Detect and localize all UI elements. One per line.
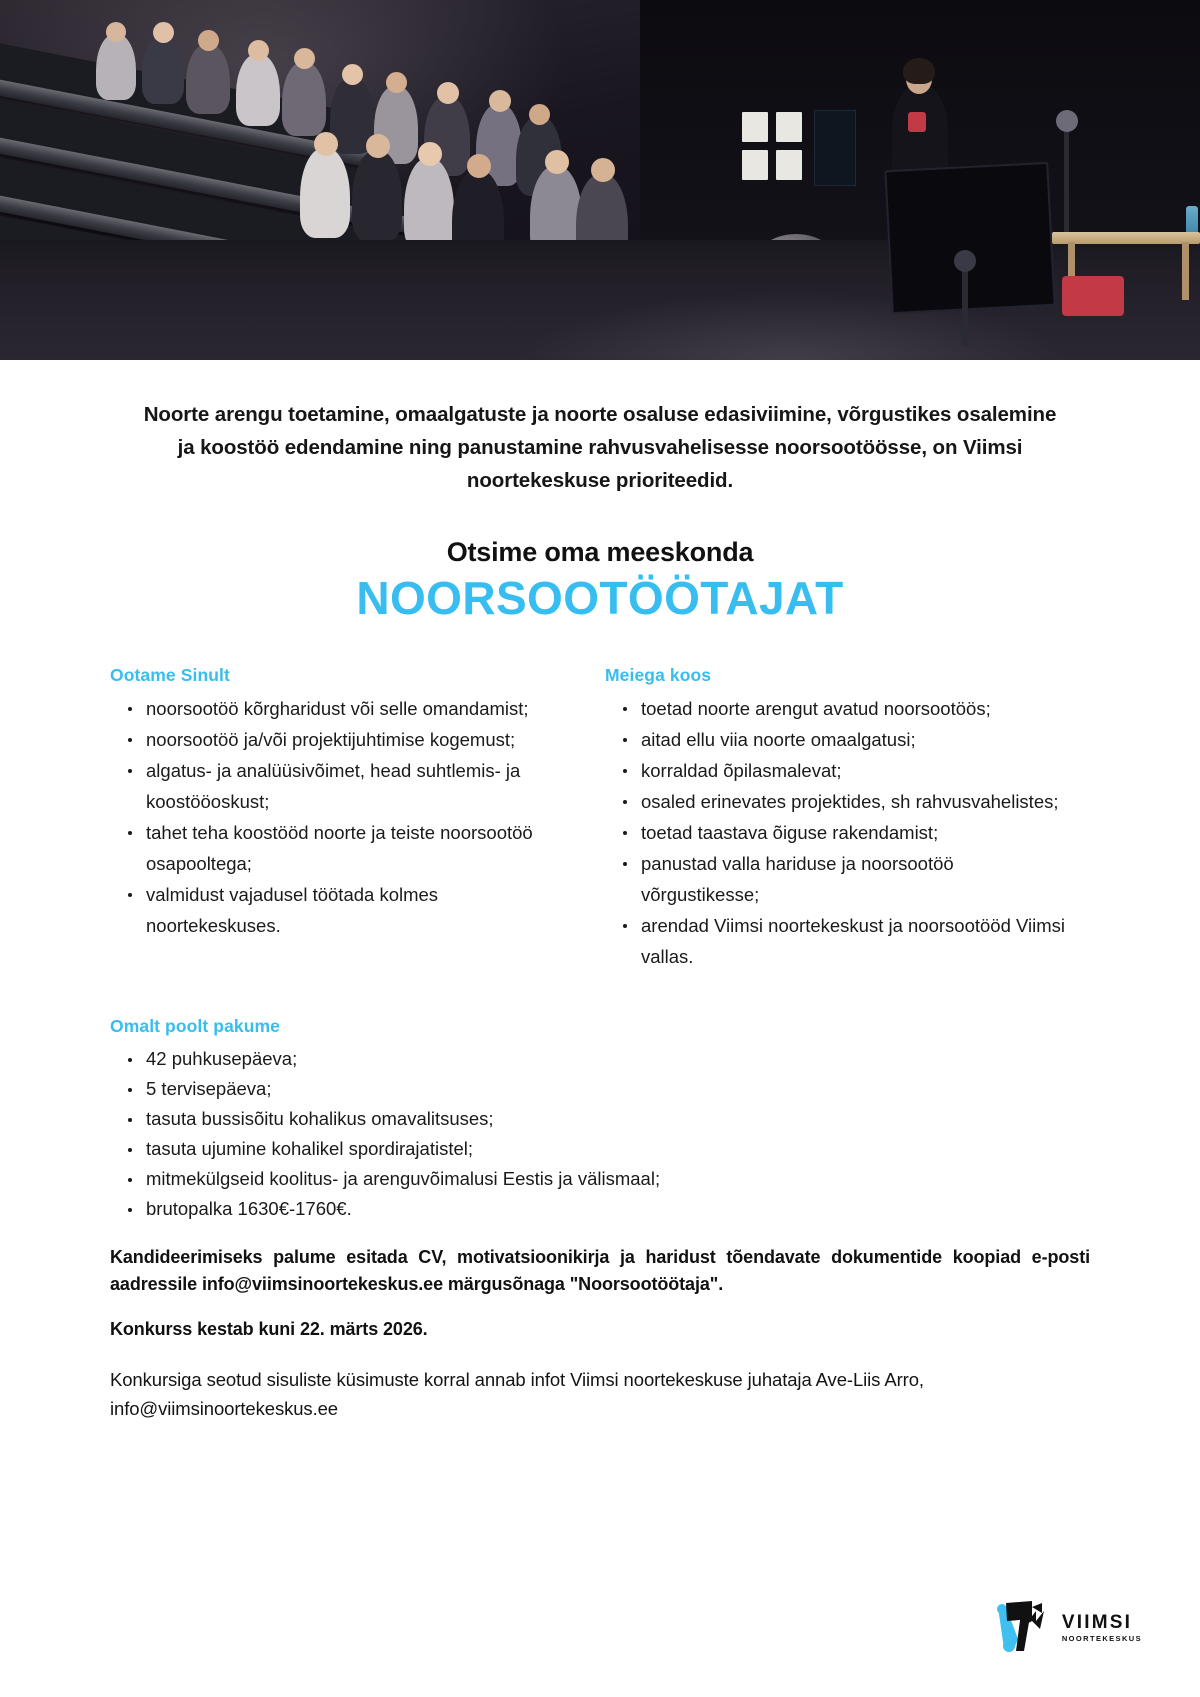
- list-item: 42 puhkusepäeva;: [144, 1044, 1090, 1074]
- speaker-stand: [1064, 122, 1069, 242]
- list-item: mitmekülgseid koolitus- ja arenguvõimalusi Eestis ja välismaal;: [144, 1164, 1090, 1194]
- list-item: tahet teha koostööd noorte ja teiste noorsootöö osapooltega;: [144, 817, 565, 879]
- list-item: 5 tervisepäeva;: [144, 1074, 1090, 1104]
- list-item: brutopalka 1630€-1760€.: [144, 1194, 1090, 1224]
- offer-list: [110, 1044, 1090, 1224]
- intro-paragraph: Noorte arengu toetamine, omaalgatuste ja noorte osaluse edasiviimine, võrgustikes osalemine ja koostöö edendamine ning panustamine rahvusvahelisesse noorsootöösse, on Viimsi noortekeskuse prioriteedid.: [143, 403, 1057, 492]
- mic-head: [954, 250, 976, 272]
- list-item: tasuta bussisõitu kohalikus omavalitsuses;: [144, 1104, 1090, 1134]
- display-board: [884, 162, 1055, 314]
- requirements-columns: [0, 665, 1200, 972]
- list-item: aitad ellu viia noorte omaalgatusi;: [639, 724, 1075, 755]
- apply-deadline: Konkurss kestab kuni 22. märts 2026.: [110, 1318, 428, 1339]
- wall-paper: [776, 150, 802, 180]
- viimsi-noortekeskus-logo: [992, 1599, 1142, 1657]
- expectations-list: [110, 693, 565, 941]
- logo-subtitle: NOORTEKESKUS: [1061, 1634, 1142, 1644]
- list-item: arendad Viimsi noortekeskust ja noorsootööd Viimsi vallas.: [639, 910, 1075, 972]
- logo-text: [1062, 1613, 1142, 1643]
- list-item: valmidust vajadusel töötada kolmes noortekeskuses.: [144, 879, 565, 941]
- headline-kicker: Otsime oma meeskonda: [446, 537, 754, 567]
- list-item: noorsootöö ja/või projektijuhtimise kogemust;: [144, 724, 565, 755]
- speaker-head: [1056, 110, 1078, 132]
- offer-heading: Omalt poolt pakume: [110, 1015, 281, 1036]
- wall-paper: [776, 112, 802, 142]
- hero-photo: [0, 0, 1200, 360]
- offer-section: [0, 1016, 1200, 1224]
- page-title: NOORSOOTÖÖTAJAT: [356, 572, 844, 624]
- list-item: tasuta ujumine kohalikel spordirajatistel;: [144, 1134, 1090, 1164]
- list-item: panustad valla hariduse ja noorsootöö võrgustikesse;: [639, 848, 1075, 910]
- wall-paper: [742, 150, 768, 180]
- logo-mark-icon: [992, 1599, 1052, 1657]
- wall-poster: [814, 110, 856, 186]
- wall-paper: [742, 112, 768, 142]
- expectations-heading: Ootame Sinult: [110, 664, 230, 685]
- together-heading: Meiega koos: [605, 664, 712, 685]
- expectations-column: [110, 665, 565, 972]
- list-item: osaled erinevates projektides, sh rahvusvahelistes;: [639, 786, 1075, 817]
- together-column: [565, 665, 1075, 972]
- contact-info: Konkursiga seotud sisuliste küsimuste korral annab infot Viimsi noortekeskuse juhataja Ave-Liis Arro, info@viimsinoortekeskus.ee: [110, 1368, 924, 1419]
- job-posting-content: [0, 398, 1200, 1423]
- logo-name: VIIMSI: [1061, 1612, 1133, 1634]
- chair-seat: [1062, 276, 1124, 316]
- list-item: toetad taastava õiguse rakendamist;: [639, 817, 1075, 848]
- list-item: toetad noorte arengut avatud noorsootöös;: [639, 693, 1075, 724]
- list-item: algatus- ja analüüsivõimet, head suhtlemis- ja koostööoskust;: [144, 755, 565, 817]
- list-item: noorsootöö kõrgharidust või selle omandamist;: [144, 693, 565, 724]
- list-item: korraldad õpilasmalevat;: [639, 755, 1075, 786]
- together-list: [605, 693, 1075, 972]
- table-leg: [1182, 242, 1189, 300]
- apply-instructions: Kandideerimiseks palume esitada CV, motivatsioonikirja ja haridust tõendavate dokumentide koopiad e-posti aadressile info@viimsinoortekeskus.ee märgusõnaga "Noorsootöötaja".: [110, 1246, 1090, 1294]
- apply-section: [0, 1244, 1200, 1423]
- mic-stand: [962, 262, 968, 346]
